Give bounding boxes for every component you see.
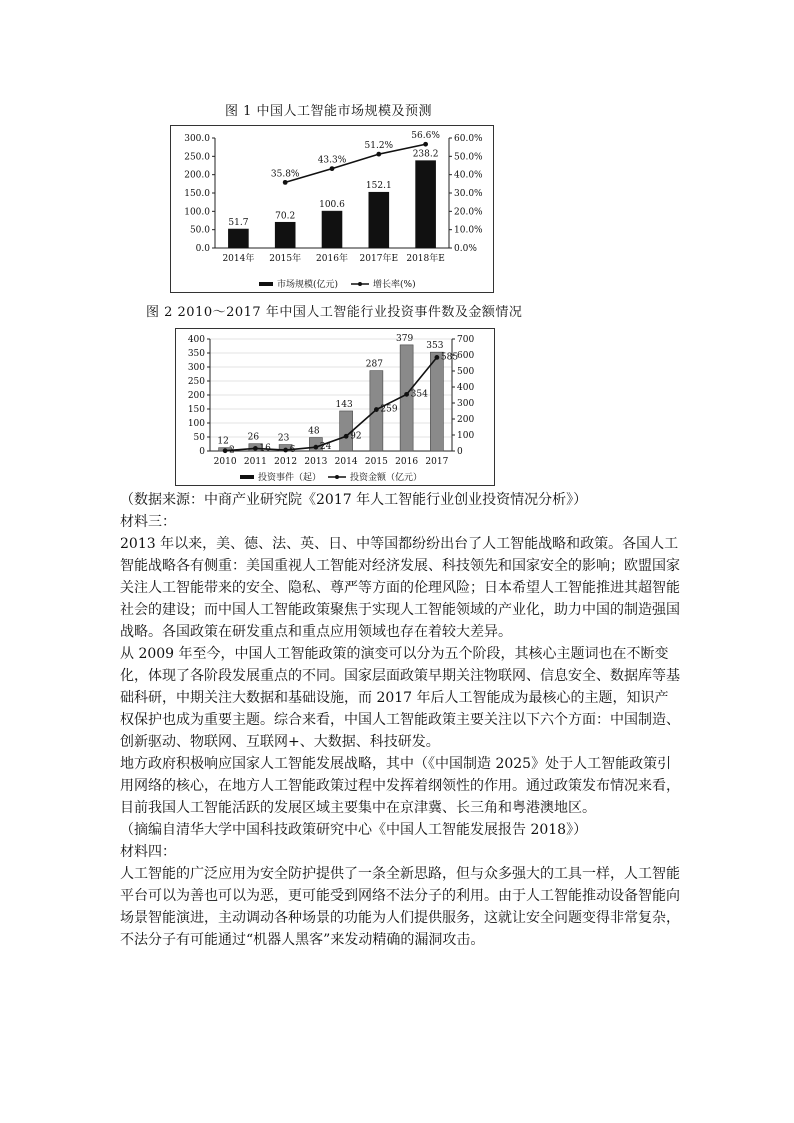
figure1-caption: 图 1 中国人工智能市场规模及预测 <box>225 104 433 119</box>
fig2-right-tick-label: 0 <box>457 447 463 457</box>
fig2-bar-label: 379 <box>396 333 414 344</box>
fig1-line-point <box>376 152 381 157</box>
fig2-line-label: 92 <box>350 431 362 442</box>
fig1-bar-label: 152.1 <box>365 181 392 192</box>
fig2-right-tick-label: 700 <box>457 335 475 345</box>
fig1-bar <box>322 211 342 248</box>
fig2-left-tick-label: 300 <box>187 363 205 373</box>
fig2-line-point <box>253 446 258 451</box>
fig2-legend-bar-swatch <box>240 475 254 479</box>
fig2-left-tick-label: 0 <box>199 447 205 457</box>
fig2-legend-line-label: 投资金额（亿元） <box>350 473 423 483</box>
fig2-bar-label: 353 <box>426 341 444 352</box>
fig2-bar-label: 143 <box>335 399 353 410</box>
fig1-left-tick-label: 150.0 <box>184 189 210 199</box>
fig1-left-tick-label: 200.0 <box>184 170 210 181</box>
fig2-right-tick-label: 600 <box>457 351 475 361</box>
fig1-bar-label: 100.6 <box>319 200 345 211</box>
fig1-x-tick-label: 2015年 <box>269 254 302 264</box>
fig1-right-tick-label: 0.0% <box>454 244 477 254</box>
fig1-bar-label: 70.2 <box>275 211 296 222</box>
fig2-line-point <box>223 448 228 453</box>
fig1-line-point <box>423 142 428 147</box>
fig2-bar-label: 48 <box>308 426 320 437</box>
fig1-legend-bar-label: 市场规模(亿元) <box>277 280 339 290</box>
material-4-heading: 材料四： <box>120 844 176 860</box>
fig2-line-label: 259 <box>380 404 398 415</box>
fig2-x-tick-label: 2011 <box>243 457 267 467</box>
fig2-bar-label: 23 <box>277 433 290 444</box>
fig1-bar-label: 238.2 <box>412 149 439 160</box>
source-note-2: （摘编自清华大学中国科技政策研究中心《中国人工智能发展报告 2018》） <box>120 822 588 838</box>
fig1-legend-line-marker <box>358 282 362 286</box>
fig2-line-point <box>313 445 318 450</box>
fig1-line-series <box>285 144 425 182</box>
fig2-x-tick-label: 2015 <box>364 457 388 467</box>
fig2-bar <box>430 352 443 451</box>
fig2-x-tick-label: 2012 <box>274 457 298 467</box>
body-text <box>120 489 680 951</box>
fig2-x-tick-label: 2010 <box>213 457 237 467</box>
fig1-x-tick-label: 2016年 <box>316 254 348 264</box>
fig1-bar <box>228 229 248 248</box>
fig2-line-point <box>434 355 439 360</box>
fig2-right-tick-label: 400 <box>457 383 475 393</box>
fig1-line-point <box>330 166 335 171</box>
fig1-left-tick-label: 100.0 <box>184 207 210 218</box>
fig2-bar-label: 26 <box>247 432 260 443</box>
fig2-line-label: 2 <box>229 445 235 456</box>
fig1-bar-label: 51.7 <box>228 218 249 229</box>
fig1-x-tick-label: 2017年E <box>359 254 399 264</box>
fig2-x-tick-label: 2013 <box>304 457 328 467</box>
fig2-left-tick-label: 350 <box>187 349 205 359</box>
figure2-caption: 图 2 2010～2017 年中国人工智能行业投资事件数及金额情况 <box>146 305 523 320</box>
fig1-right-tick-label: 10.0% <box>454 225 483 236</box>
source-note-1: （数据来源：中商产业研究院《2017 年人工智能行业创业投资情况分析》） <box>120 492 588 508</box>
fig1-bar <box>275 222 295 248</box>
fig2-line-point <box>344 434 349 439</box>
fig2-line-point <box>374 407 379 412</box>
paragraph-strategies: 2013 年以来，美、德、法、英、日、中等国都纷纷出台了人工智能战略和政策。各国人工智能战略各有侧重：美国重视人工智能对经济发展、科技领先和国家安全的影响；欧盟国家关注人工智能带来的安全、隐私、尊严等方面的伦理风险；日本希望人工智能推进其超智能社会的建设；而中国人工智能政策聚焦于实现人工智能领域的产业化，助力中国的制造强国战略。各国政策在研发重点和重点应用领域也存在着较大差异。 <box>120 536 680 640</box>
fig2-line-label: 24 <box>319 442 332 453</box>
fig2-x-tick-label: 2014 <box>334 457 358 467</box>
fig1-left-tick-label: 250.0 <box>184 152 210 163</box>
fig1-left-tick-label: 300.0 <box>184 134 210 144</box>
fig1-bar <box>369 192 389 248</box>
fig1-right-tick-label: 50.0% <box>454 152 483 163</box>
fig2-line-point <box>404 392 409 397</box>
fig2-line-point <box>283 448 288 453</box>
fig1-line-label: 51.2% <box>364 141 394 152</box>
fig2-line-label: 354 <box>410 389 428 400</box>
fig1-right-tick-label: 60.0% <box>454 134 483 144</box>
fig2-right-tick-label: 300 <box>457 399 475 409</box>
figure2-svg <box>176 329 494 485</box>
paragraph-local-government: 地方政府积极响应国家人工智能发展战略，其中（《中国制造 2025》处于人工智能政策引用网络的核心，在地方人工智能政策过程中发挥着纲领性的作用。通过政策发布情况来看，目前我国人工智能活跃的发展区域主要集中在京津冀、长三角和粤港澳地区。 <box>120 756 680 816</box>
fig1-left-tick-label: 50.0 <box>189 225 210 236</box>
material-3-heading: 材料三： <box>120 514 176 530</box>
fig2-legend-bar-label: 投资事件（起） <box>258 473 322 483</box>
fig2-legend-line-marker <box>335 475 339 479</box>
figure1-chart <box>170 125 494 293</box>
fig1-line-label: 35.8% <box>270 169 300 180</box>
figure2-chart <box>175 328 495 486</box>
fig2-left-tick-label: 250 <box>187 377 205 387</box>
fig1-x-tick-label: 2018年E <box>406 254 445 264</box>
fig2-x-tick-label: 2017 <box>425 457 449 467</box>
fig2-left-tick-label: 100 <box>187 419 205 429</box>
fig1-right-tick-label: 30.0% <box>454 189 483 199</box>
fig2-line-label: 16 <box>259 443 271 454</box>
paragraph-policy-evolution: 从 2009 年至今，中国人工智能政策的演变可以分为五个阶段，其核心主题词也在不断变化，体现了各阶段发展重点的不同。国家层面政策早期关注物联网、信息安全、数据库等基础科研，中期关注大数据和基础设施，而 2017 年后人工智能成为最核心的主题，知识产权保护也成为重要主题。综合来看，中国人工智能政策主要关注以下六个方面：中国制造、创新驱动、物联网、互联网+、大数据、科技研发。 <box>120 646 680 750</box>
fig1-line-label: 56.6% <box>411 131 440 142</box>
fig2-right-tick-label: 500 <box>457 367 475 377</box>
paragraph-security: 人工智能的广泛应用为安全防护提供了一条全新思路，但与众多强大的工具一样，人工智能平台可以为善也可以为恶，更可能受到网络不法分子的利用。由于人工智能推动设备智能向场景智能演进，主动调动各种场景的功能为人们提供服务，这就让安全问题变得非常复杂，不法分子有可能通过“机器人黑客”来发动精确的漏洞攻击。 <box>120 866 680 948</box>
fig2-left-tick-label: 200 <box>187 391 205 401</box>
figure1-svg <box>171 126 493 292</box>
fig2-line-label: 585 <box>440 352 459 363</box>
fig1-right-tick-label: 20.0% <box>454 207 483 218</box>
fig2-left-tick-label: 50 <box>193 433 205 443</box>
fig1-legend-line-label: 增长率(%) <box>373 280 416 290</box>
fig2-bar-label: 287 <box>365 359 383 370</box>
fig1-line-point <box>283 180 288 185</box>
fig2-right-tick-label: 200 <box>457 415 475 425</box>
fig2-left-tick-label: 400 <box>187 335 205 345</box>
fig1-x-tick-label: 2014年 <box>222 254 255 264</box>
fig2-bar-label: 12 <box>217 436 229 447</box>
fig1-bar <box>416 161 436 248</box>
fig2-left-tick-label: 150 <box>187 405 205 415</box>
fig1-right-tick-label: 40.0% <box>454 170 483 181</box>
fig2-x-tick-label: 2016 <box>395 457 419 467</box>
fig1-legend-bar-swatch <box>259 282 273 286</box>
fig2-right-tick-label: 100 <box>457 431 475 441</box>
fig1-line-label: 43.3% <box>317 155 347 166</box>
fig2-line-label: 6 <box>289 445 296 456</box>
fig1-left-tick-label: 0.0 <box>195 244 210 254</box>
